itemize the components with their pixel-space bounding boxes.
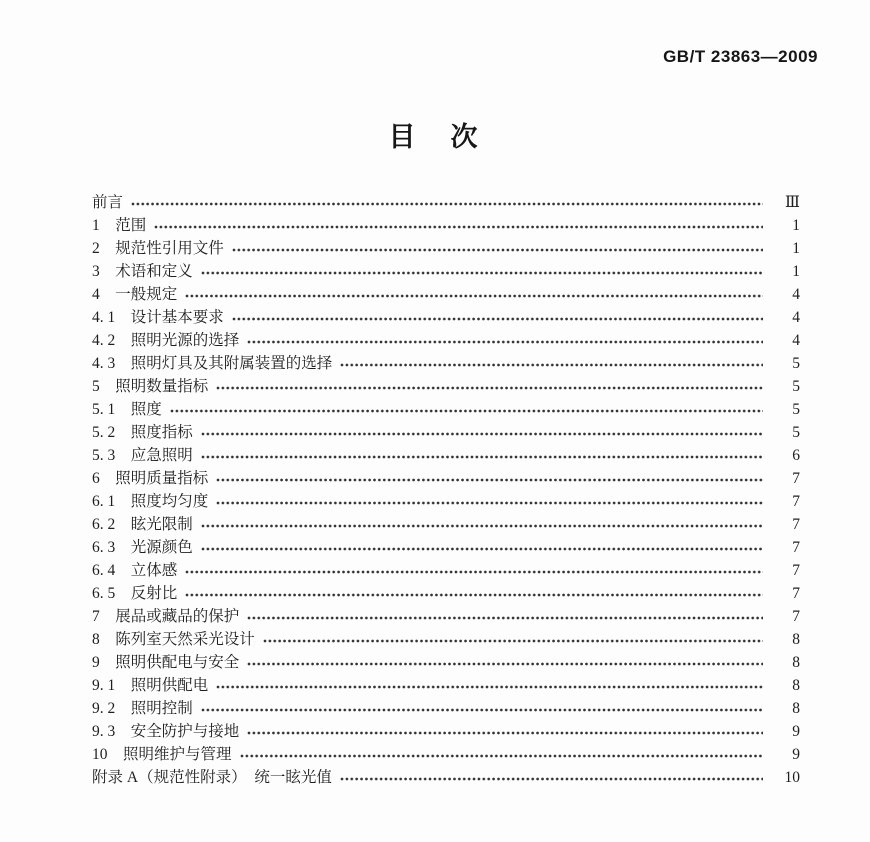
dot-leader bbox=[216, 385, 763, 391]
toc-entry-page: 7 bbox=[792, 562, 800, 579]
toc-entry bbox=[92, 720, 800, 743]
toc-entry-page: 7 bbox=[792, 585, 800, 602]
standard-number: GB/T 23863—2009 bbox=[663, 47, 818, 66]
toc-entry-page: 8 bbox=[792, 631, 800, 648]
toc-entry-page: 6 bbox=[792, 447, 800, 464]
toc-entry-label: 6. 3 光源颜色 bbox=[92, 539, 193, 556]
toc-entry bbox=[92, 582, 800, 605]
toc-entry bbox=[92, 766, 800, 789]
toc-entry bbox=[92, 214, 800, 237]
dot-leader bbox=[247, 730, 763, 736]
dot-leader bbox=[131, 201, 763, 207]
toc-entry-page: 5 bbox=[792, 378, 800, 395]
toc-entry-label: 5. 1 照度 bbox=[92, 401, 162, 418]
toc-entry-label: 9. 1 照明供配电 bbox=[92, 677, 209, 694]
dot-leader bbox=[247, 339, 763, 345]
toc-entry-page: 1 bbox=[792, 240, 800, 257]
dot-leader bbox=[201, 523, 763, 529]
dot-leader bbox=[201, 270, 763, 276]
dot-leader bbox=[185, 592, 763, 598]
toc-entry-label: 6. 1 照度均匀度 bbox=[92, 493, 209, 510]
toc-entry-page: 4 bbox=[792, 286, 800, 303]
toc-entry-label: 9 照明供配电与安全 bbox=[92, 654, 240, 671]
toc-entry-label: 3 术语和定义 bbox=[92, 263, 193, 280]
dot-leader bbox=[201, 454, 763, 460]
toc-entry bbox=[92, 375, 800, 398]
toc-entry bbox=[92, 490, 800, 513]
toc-entry-page: 1 bbox=[792, 217, 800, 234]
toc-entry-page: 7 bbox=[792, 470, 800, 487]
toc-entry bbox=[92, 191, 800, 214]
toc-entry-page: 7 bbox=[792, 493, 800, 510]
toc-entry bbox=[92, 513, 800, 536]
toc-entry-label: 1 范围 bbox=[92, 217, 147, 234]
toc-entry bbox=[92, 260, 800, 283]
toc-entry-page: 8 bbox=[792, 700, 800, 717]
dot-leader bbox=[247, 615, 763, 621]
toc-entry-label: 6. 2 眩光限制 bbox=[92, 516, 193, 533]
toc-entry bbox=[92, 237, 800, 260]
toc-entry-page: 4 bbox=[792, 332, 800, 349]
toc-entry bbox=[92, 444, 800, 467]
dot-leader bbox=[154, 224, 763, 230]
dot-leader bbox=[185, 569, 763, 575]
toc-entry-label: 5. 3 应急照明 bbox=[92, 447, 193, 464]
toc-entry-label: 4. 3 照明灯具及其附属装置的选择 bbox=[92, 355, 333, 372]
dot-leader bbox=[216, 500, 763, 506]
dot-leader bbox=[263, 638, 763, 644]
dot-leader bbox=[201, 431, 763, 437]
toc-entry-page: 1 bbox=[792, 263, 800, 280]
page-title: 目 次 bbox=[388, 122, 482, 152]
toc-entry bbox=[92, 743, 800, 766]
dot-leader bbox=[247, 661, 763, 667]
toc-entry-label: 前言 bbox=[92, 194, 124, 211]
toc-entry bbox=[92, 674, 800, 697]
toc-entry-label: 9. 2 照明控制 bbox=[92, 700, 193, 717]
toc-entry bbox=[92, 536, 800, 559]
toc-entry-page: 7 bbox=[792, 539, 800, 556]
toc-entry bbox=[92, 329, 800, 352]
toc-entry-page: 5 bbox=[792, 424, 800, 441]
toc-entry bbox=[92, 398, 800, 421]
toc-entry-page: 5 bbox=[792, 401, 800, 418]
toc-entry-label: 4. 2 照明光源的选择 bbox=[92, 332, 240, 349]
toc-entry-label: 10 照明维护与管理 bbox=[92, 746, 232, 763]
dot-leader bbox=[201, 707, 763, 713]
toc-entry-label: 6 照明质量指标 bbox=[92, 470, 209, 487]
toc-list bbox=[92, 191, 800, 789]
toc-entry-label: 9. 3 安全防护与接地 bbox=[92, 723, 240, 740]
dot-leader bbox=[232, 316, 763, 322]
toc-entry bbox=[92, 352, 800, 375]
toc-entry bbox=[92, 651, 800, 674]
toc-entry bbox=[92, 628, 800, 651]
toc-entry-page: 7 bbox=[792, 516, 800, 533]
toc-entry bbox=[92, 306, 800, 329]
toc-entry-page: 9 bbox=[792, 746, 800, 763]
dot-leader bbox=[340, 776, 763, 782]
toc-entry-page: 10 bbox=[784, 769, 800, 786]
toc-entry bbox=[92, 421, 800, 444]
toc-entry-page: 4 bbox=[792, 309, 800, 326]
toc-entry-label: 附录 A（规范性附录） 统一眩光值 bbox=[92, 769, 332, 786]
toc-entry bbox=[92, 283, 800, 306]
toc-entry-page: 7 bbox=[792, 608, 800, 625]
toc-entry bbox=[92, 697, 800, 720]
toc-entry-label: 6. 5 反射比 bbox=[92, 585, 178, 602]
dot-leader bbox=[240, 753, 763, 759]
toc-entry-label: 8 陈列室天然采光设计 bbox=[92, 631, 255, 648]
toc-entry-page: 8 bbox=[792, 677, 800, 694]
toc-entry-page: Ⅲ bbox=[785, 194, 800, 211]
toc-entry-page: 5 bbox=[792, 355, 800, 372]
toc-entry-page: 8 bbox=[792, 654, 800, 671]
dot-leader bbox=[232, 247, 763, 253]
dot-leader bbox=[170, 408, 763, 414]
dot-leader bbox=[185, 293, 763, 299]
toc-entry-label: 2 规范性引用文件 bbox=[92, 240, 224, 257]
toc-entry-page: 9 bbox=[792, 723, 800, 740]
toc-entry bbox=[92, 467, 800, 490]
toc-entry-label: 4. 1 设计基本要求 bbox=[92, 309, 224, 326]
dot-leader bbox=[216, 477, 763, 483]
toc-entry-label: 6. 4 立体感 bbox=[92, 562, 178, 579]
toc-entry-label: 5. 2 照度指标 bbox=[92, 424, 193, 441]
toc-entry bbox=[92, 605, 800, 628]
dot-leader bbox=[340, 362, 763, 368]
toc-entry bbox=[92, 559, 800, 582]
toc-entry-label: 7 展品或藏品的保护 bbox=[92, 608, 240, 625]
dot-leader bbox=[201, 546, 763, 552]
toc-entry-label: 5 照明数量指标 bbox=[92, 378, 209, 395]
dot-leader bbox=[216, 684, 763, 690]
toc-entry-label: 4 一般规定 bbox=[92, 286, 178, 303]
